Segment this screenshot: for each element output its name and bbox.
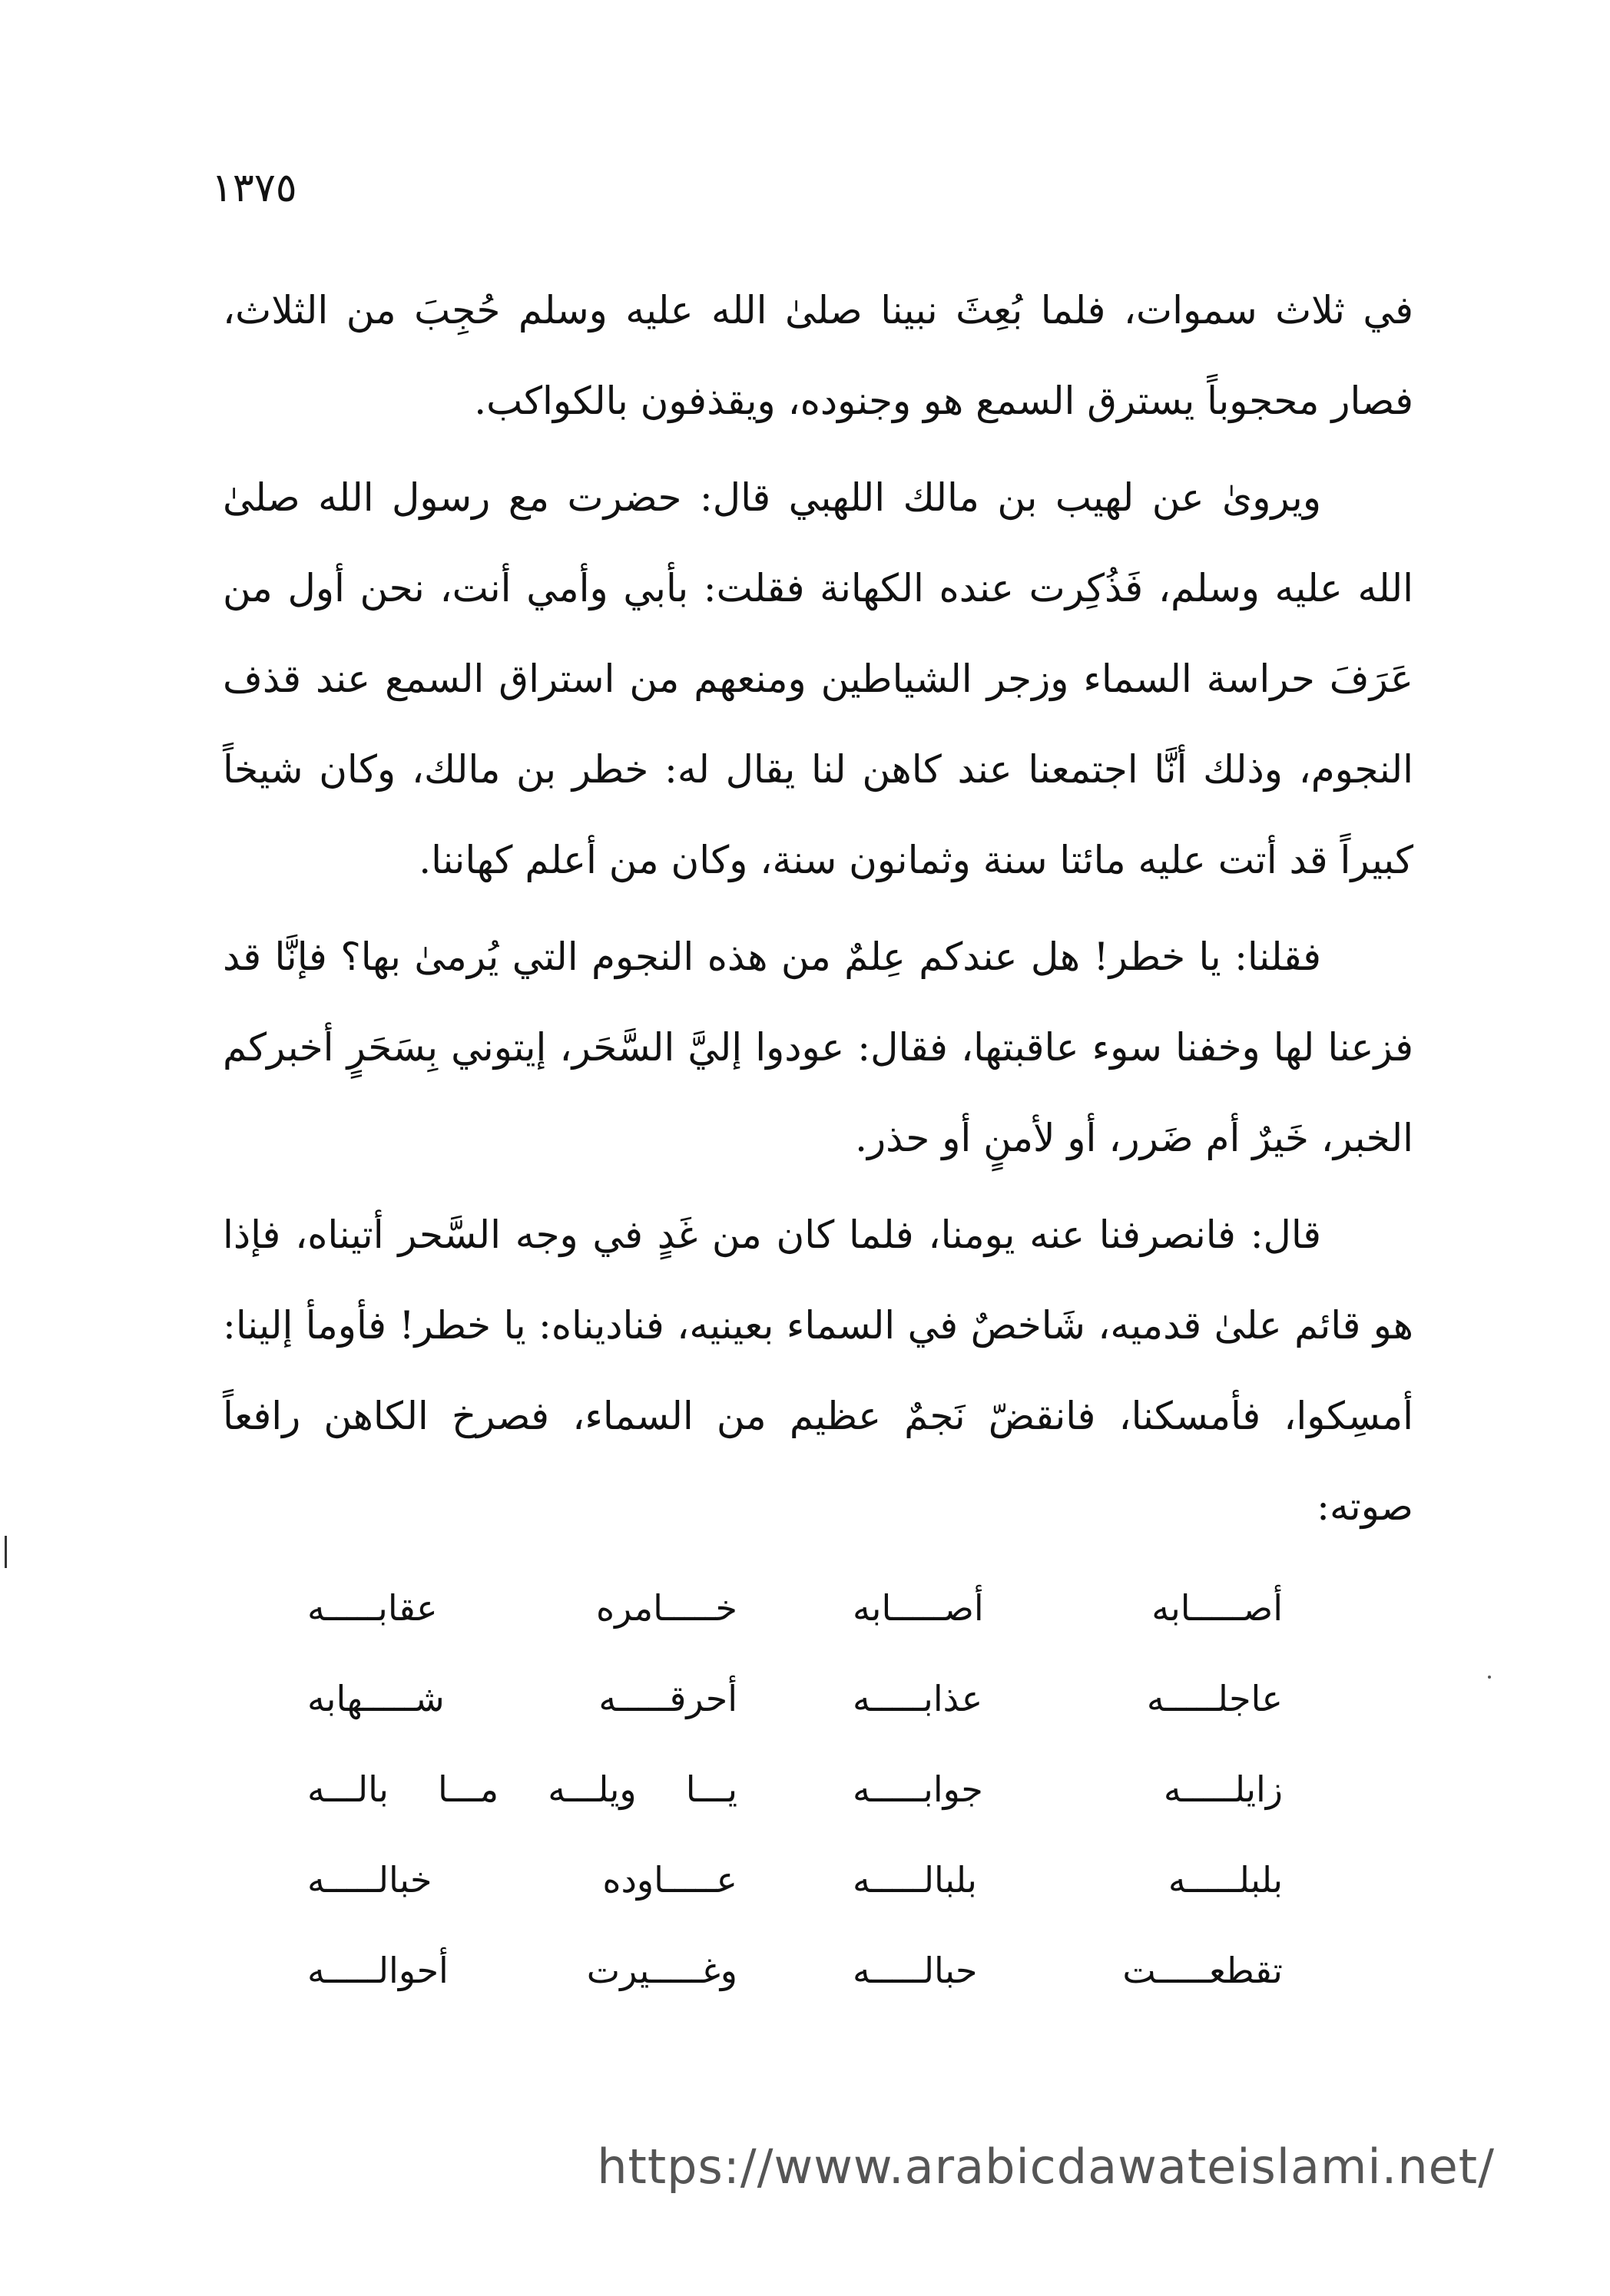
- poem-verse: [307, 1925, 1283, 2016]
- poem-verse: [307, 1653, 1283, 1744]
- poem-right-hemistich: أصـــــابه أصـــــابه: [853, 1587, 1283, 1629]
- paragraph-2: ويروىٰ عن لهيب بن مالك اللهبي قال: حضرت مع رسول الله صلىٰ الله عليه وسلم، فَذُكِرت عنده الكهانة فقلت: بأبي وأمي أنت، نحن أول من عَرَفَ حراسة السماء وزجر الشياطين ومنعهم من استراق السمع عند قذف النجوم، وذلك أنَّا اجتمعنا عند كاهن لنا يقال له: خطر بن مالك، وكان شيخاً كبيراً قد أتت عليه مائتا سنة وثمانون سنة، وكان من أعلم كهاننا.: [223, 475, 1413, 882]
- scan-edge-mark: [5, 1536, 7, 1568]
- footer-url-watermark: https://www.arabicdawateislami.net/: [597, 2139, 1495, 2195]
- poem-right-hemistich: تقطعـــــت حبالـــــه: [853, 1950, 1283, 1991]
- poem-right-hemistich: بلبلـــــه بلبالـــــه: [853, 1859, 1283, 1901]
- poem-left-hemistich: خـــــامره عقابـــــه: [307, 1587, 737, 1629]
- poem-left-hemistich: عـــــاوده خبالـــــه: [307, 1859, 737, 1901]
- body-text: [223, 265, 1413, 1552]
- poem-verse: [307, 1744, 1283, 1834]
- poem-verse: [307, 1834, 1283, 1925]
- paragraph-3: فقلنا: يا خطر! هل عندكم عِلمٌ من هذه النجوم التي يُرمىٰ بها؟ فإنَّا قد فزعنا لها وخفنا سوء عاقبتها، فقال: عودوا إليَّ السَّحَر، إيتوني بِسَحَرٍ أخبركم الخبر، خَيرٌ أم ضَرر، أو لأمنٍ أو حذر.: [223, 935, 1413, 1160]
- scan-speck: [1488, 1676, 1491, 1679]
- page-number: ١٣٧٥: [211, 165, 297, 211]
- poem-right-hemistich: عاجلـــــه عذابـــــه: [853, 1678, 1283, 1719]
- poem-left-hemistich: وغـــــيرت أحوالـــــه: [307, 1950, 737, 1991]
- poem-left-hemistich: أحرقـــــه شـــــهابه: [307, 1678, 737, 1719]
- poem-left-hemistich: يـــا ويلـــه مـــا بالـــه: [307, 1768, 737, 1810]
- paragraph-1: في ثلاث سموات، فلما بُعِثَ نبينا صلىٰ الله عليه وسلم حُجِبَ من الثلاث، فصار محجوباً يسترق السمع هو وجنوده، ويقذفون بالكواكب.: [223, 288, 1413, 423]
- poem-verse: [307, 1563, 1283, 1653]
- poem-right-hemistich: زايلـــــه جوابـــــه: [853, 1768, 1283, 1810]
- paragraph-4: قال: فانصرفنا عنه يومنا، فلما كان من غَدٍ في وجه السَّحر أتيناه، فإذا هو قائم علىٰ قدميه، شَاخصٌ في السماء بعينيه، فناديناه: يا خطر! فأومأ إلينا: أمسِكوا، فأمسكنا، فانقضّ نَجمٌ عظيم من السماء، فصرخ الكاهن رافعاً صوته:: [223, 1213, 1413, 1529]
- poem: [307, 1563, 1283, 2016]
